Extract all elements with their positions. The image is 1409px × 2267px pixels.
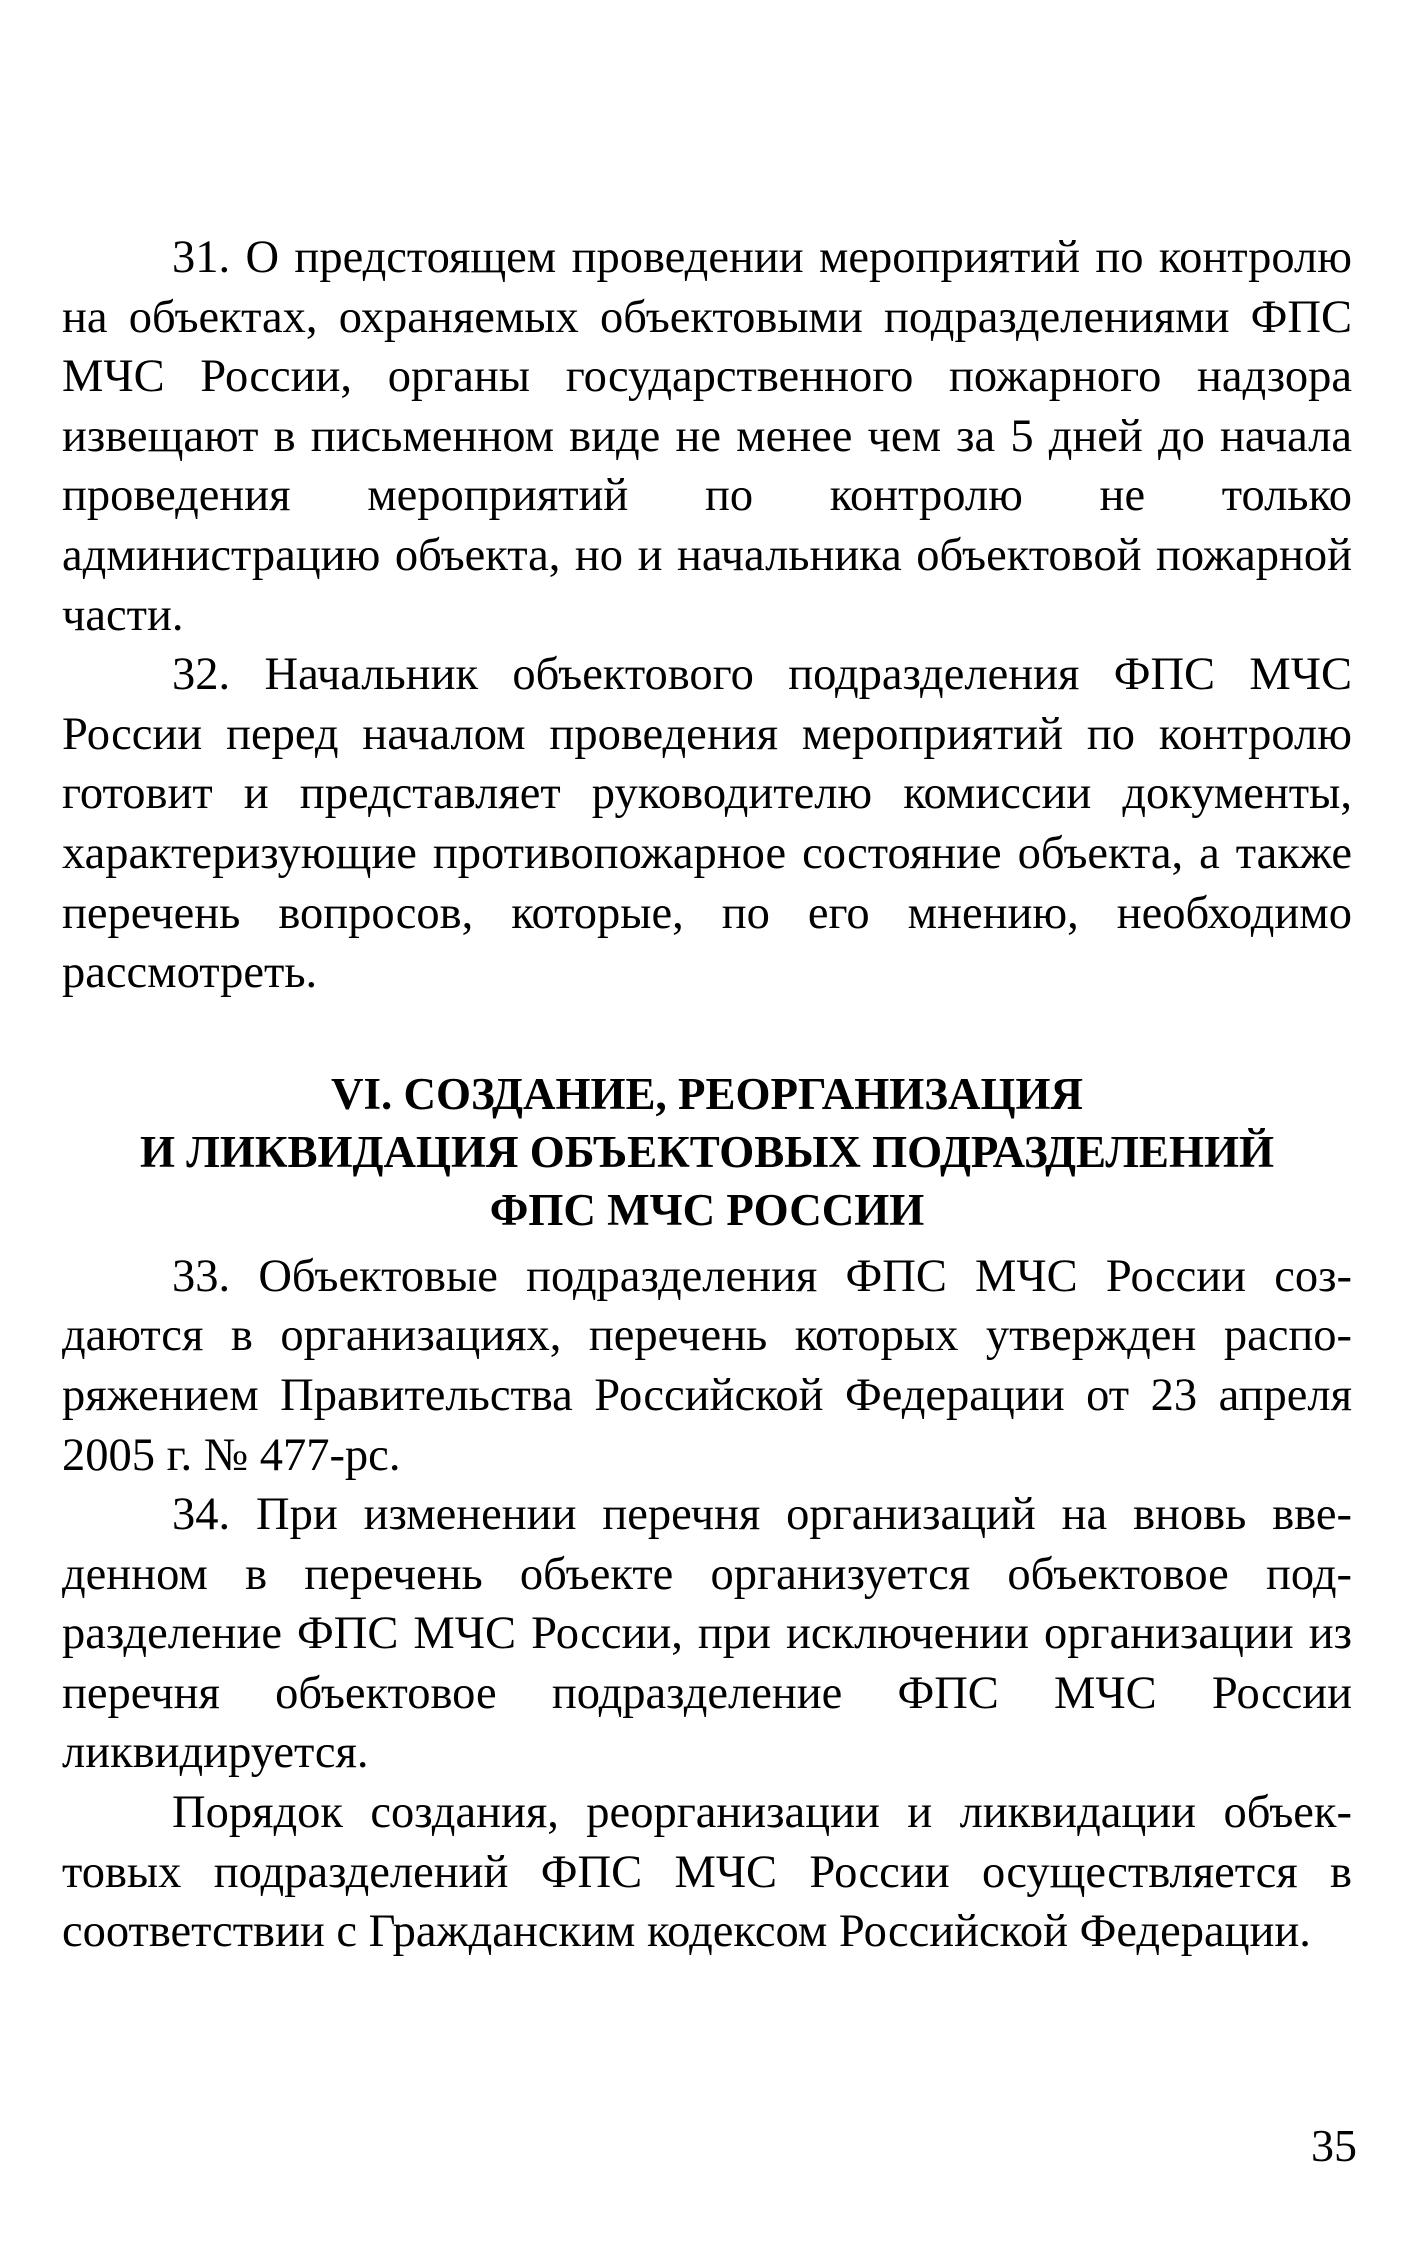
section-heading-line-1: VI. СОЗДАНИЕ, РЕОРГАНИЗАЦИЯ [331, 1068, 1083, 1119]
section-heading-line-2: И ЛИКВИДАЦИЯ ОБЪЕКТОВЫХ ПОДРАЗДЕЛЕНИЙ [140, 1126, 1274, 1177]
paragraph-procedure: Порядок создания, реорганизации и ликвидации объектовых подразделений ФПС МЧС России осуществляется в соответствии с Гражданским кодексом Российской Федерации. [62, 1787, 1352, 1958]
paragraph-32: 32. Начальник объектового подразделения ФПС МЧС России перед началом проведения мероприятий по контролю готовит и представляет руководителю комиссии документы, характеризующие противопожарное состояние объекта, а также перечень вопросов, которые, по его мнению, необходимо рассмотреть. [62, 649, 1352, 999]
paragraph-34: 34. При изменении перечня организаций на вновь введенном в перечень объекте организуется объектовое подразделение ФПС МЧС России, при исключении организации из перечня объектовое подразделение ФПС МЧС России ликвидируется. [62, 1489, 1352, 1779]
page-content [62, 228, 1352, 1962]
paragraph-33: 33. Объектовые подразделения ФПС МЧС России создаются в организациях, перечень которых утвержден распоряжением Правительства Российской Федерации от 23 апреля 2005 г. № 477-рс. [62, 1250, 1352, 1481]
section-heading-line-3: ФПС МЧС РОССИИ [489, 1184, 925, 1235]
page-number: 35 [1311, 2120, 1357, 2171]
section-heading [62, 1065, 1352, 1239]
paragraph-31: 31. О предстоящем проведении мероприятий по контролю на объектах, охраняемых объектовыми подразделениями ФПС МЧС России, органы государственного пожарного надзора извещают в письменном виде не менее чем за 5 дней до начала проведения мероприятий по контролю не только администрацию объекта, но и начальника объектовой пожарной части. [62, 232, 1352, 641]
